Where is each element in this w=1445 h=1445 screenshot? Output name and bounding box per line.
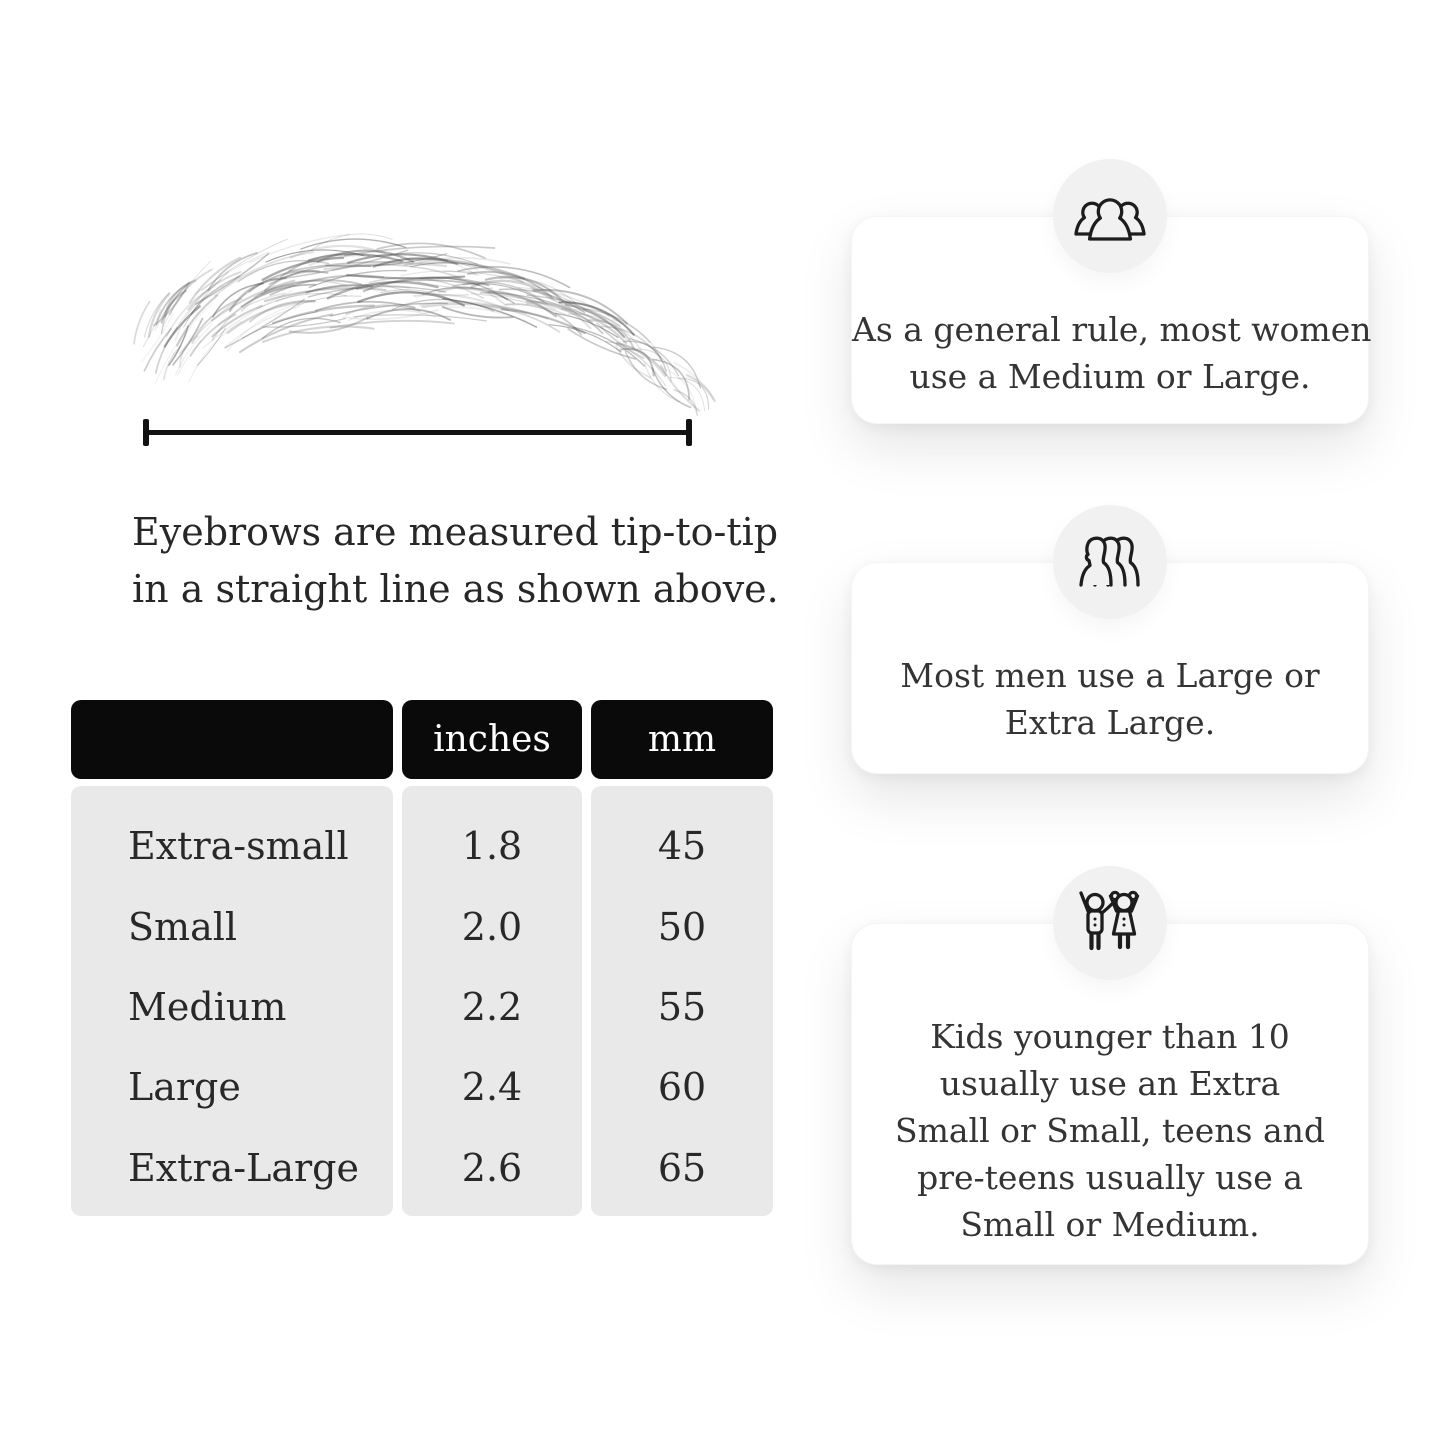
- card-text-line: usually use an Extra: [939, 1064, 1281, 1103]
- card-text-line: Extra Large.: [1004, 703, 1216, 742]
- caption-line-1: Eyebrows are measured tip-to-tip: [132, 510, 779, 554]
- inches-value-cell: 2.0: [461, 904, 523, 949]
- size-table: [71, 700, 773, 1216]
- info-card-men-text: [852, 652, 1368, 746]
- kids-icon-badge: [1053, 866, 1167, 980]
- card-text-line: Small or Small, teens and: [894, 1111, 1325, 1150]
- men-group-icon: [1068, 531, 1152, 593]
- mm-body: [591, 786, 773, 1216]
- card-text-line: pre-teens usually use a: [917, 1158, 1303, 1197]
- info-card-women-text: [852, 306, 1372, 400]
- mm-value-cell: 60: [657, 1065, 707, 1110]
- size-label-cell: Large: [128, 1065, 241, 1110]
- inches-body: [402, 786, 582, 1216]
- eyebrow-illustration: [100, 228, 720, 428]
- card-text-line: Most men use a Large or: [900, 656, 1320, 695]
- measurement-line-left-cap: [143, 419, 149, 446]
- kids-icon: [1068, 890, 1152, 956]
- women-group-icon-badge: [1053, 159, 1167, 273]
- mm-value-cell: 55: [657, 984, 707, 1029]
- card-text-line: use a Medium or Large.: [909, 357, 1311, 396]
- size-label-cell: Extra-small: [128, 824, 349, 869]
- inches-column: [402, 700, 582, 1216]
- mm-column: [591, 700, 773, 1216]
- size-label-cell: Small: [128, 904, 238, 949]
- card-text-line: Small or Medium.: [960, 1205, 1260, 1244]
- inches-value-cell: 1.8: [461, 824, 523, 869]
- size-label-cell: Medium: [128, 984, 287, 1029]
- size-header-empty: [71, 700, 393, 779]
- mm-value-cell: 45: [657, 824, 707, 869]
- inches-header: inches: [402, 700, 582, 779]
- mm-header: mm: [591, 700, 773, 779]
- card-text-line: Kids younger than 10: [930, 1017, 1290, 1056]
- size-label-cell: Extra-Large: [128, 1145, 359, 1190]
- size-name-body: [71, 786, 393, 1216]
- men-group-icon-badge: [1053, 505, 1167, 619]
- info-card-kids-text: [852, 1013, 1368, 1248]
- measurement-line-right-cap: [686, 419, 692, 446]
- size-name-column: [71, 700, 393, 1216]
- measurement-caption: [132, 504, 779, 618]
- measurement-line: [147, 430, 688, 435]
- women-group-icon: [1068, 185, 1152, 247]
- caption-line-2: in a straight line as shown above.: [132, 567, 779, 611]
- inches-value-cell: 2.6: [461, 1145, 523, 1190]
- mm-value-cell: 50: [657, 904, 707, 949]
- inches-value-cell: 2.4: [461, 1065, 523, 1110]
- card-text-line: As a general rule, most women: [852, 310, 1372, 349]
- mm-value-cell: 65: [657, 1145, 707, 1190]
- inches-value-cell: 2.2: [461, 984, 523, 1029]
